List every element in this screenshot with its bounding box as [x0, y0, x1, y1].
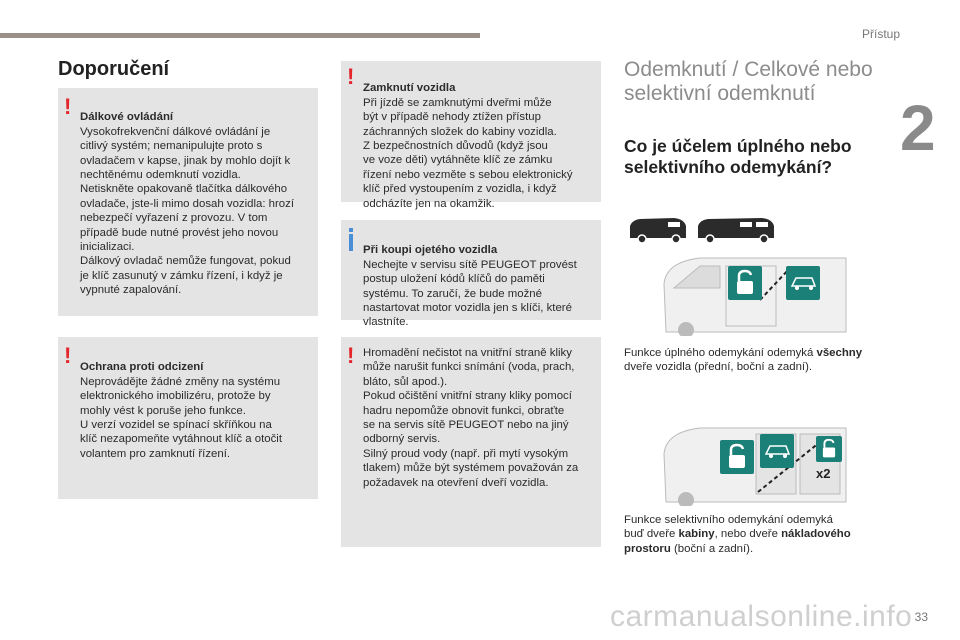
- long-van-icon: [698, 218, 774, 243]
- unlock-cabin-icon: [720, 440, 754, 474]
- van-variants-icon: [628, 214, 778, 244]
- section-subtitle: Co je účelem úplného nebo selektivního odemykání?: [624, 136, 852, 177]
- short-van-icon: [630, 218, 686, 243]
- top-rule: [0, 33, 480, 38]
- unlock-cargo-icon: [760, 434, 794, 468]
- left-title: Doporučení: [58, 58, 170, 80]
- section-label: Přístup: [861, 27, 900, 41]
- note-body: Hromadění nečistot na vnitřní straně kliky může narušit funkci snímání (voda, prach, bláto, sůl apod.). Pokud očištění vnitřní strany kliky pomocí hadru nepomůže obnovit funkci, obraťte se na servis sítě PEUGEOT nebo na jiný odborný servis. Silný proud vody (např. při mytí vysokým tlakem) může být systémem považován za požadavek na otevření dveří vozidla.: [363, 347, 579, 489]
- note-title: Při koupi ojetého vozidla: [363, 244, 498, 257]
- note-body: Nechejte v servisu sítě PEUGEOT provést postup uložení kódů klíčů do paměti systému. To zaručí, že bude možné nastartovat motor vozidla jen s klíči, které vlastníte.: [363, 258, 577, 329]
- caption-full-unlock: Funkce úplného odemykání odemyká všechny dveře vozidla (přední, boční a zadní).: [624, 347, 863, 374]
- note-title: Dálkové ovládání: [80, 111, 174, 124]
- note-title: Zamknutí vozidla: [363, 82, 456, 95]
- note-used-vehicle: [341, 220, 601, 329]
- unlock-cargo-lock-icon: [816, 436, 842, 462]
- page-number: 33: [914, 610, 928, 624]
- watermark: carmanualsonline.info: [610, 600, 913, 633]
- note-body: Neprovádějte žádné změny na systému elektronického imobilizéru, protože by mohly vést k poruše jeho funkce. U verzí vozidel se spínací skříňkou na klíč nezapomeňte vytáhnout klíč a otočit volantem pro zamknutí řízení.: [80, 375, 282, 460]
- note-theft-protection: [58, 337, 318, 499]
- warning-icon: !: [64, 94, 72, 119]
- note-title: Ochrana proti odcizení: [80, 361, 204, 374]
- note-vehicle-locking: [341, 61, 601, 210]
- note-remote-control: [58, 88, 318, 316]
- caption-selective-unlock: Funkce selektivního odemykání odemyká buď dveře kabiny, nebo dveře nákladového prostoru (boční a zadní).: [624, 514, 851, 555]
- press-count-label: x2: [816, 466, 831, 481]
- selective-unlock-illustration: [660, 424, 850, 506]
- unlock-rear-icon: [786, 266, 820, 300]
- warning-icon: !: [347, 343, 355, 368]
- warning-icon: !: [347, 64, 355, 89]
- note-handle-dirt: [341, 337, 601, 547]
- full-unlock-illustration: [660, 254, 850, 336]
- note-body: Vysokofrekvenční dálkové ovládání je citlivý systém; nemanipulujte proto s ovladačem v kapse, jinak by mohlo dojít k nechtěnému odemknutí vozidla. Netiskněte opakovaně tlačítka dálkového ovladače, jste-li mimo dosah vozidla: hrozí nebezpečí vyřazení z provozu. V tom případě bude nutné provést jeho novou inicializaci. Dálkový ovladač nemůže fungovat, pokud je klíč zasunutý v zámku řízení, i když je vypnuté zapalování.: [80, 125, 294, 297]
- unlock-front-icon: [728, 266, 762, 300]
- warning-icon: !: [64, 343, 72, 368]
- note-body: Při jízdě se zamknutými dveřmi může být v případě nehody ztížen přístup záchranných složek do kabiny vozidla. Z bezpečnostních důvodů (když jsou ve voze děti) vytáhněte klíč ze zámku řízení nebo vezměte s sebou elektronický klíč před vystoupením z vozidla, i když odcházíte jen na okamžik.: [363, 96, 573, 210]
- info-icon: [349, 234, 353, 251]
- section-title: Odemknutí / Celkové nebo selektivní odemknutí: [624, 58, 873, 105]
- chapter-number: 2: [900, 92, 936, 164]
